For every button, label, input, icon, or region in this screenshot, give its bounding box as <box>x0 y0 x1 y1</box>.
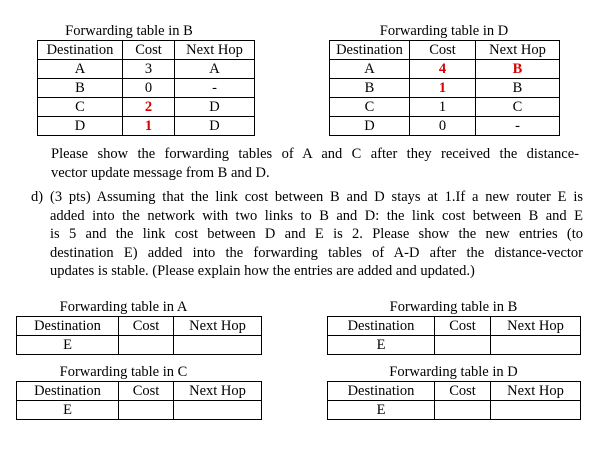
forwarding-table-c-blank <box>16 364 261 420</box>
table-title: Forwarding table in A <box>59 299 188 315</box>
table-header-row <box>328 317 581 336</box>
forwarding-table-d-blank <box>327 364 580 420</box>
table-row <box>17 336 262 355</box>
table-row <box>328 401 581 420</box>
next-hop-cell: D <box>175 98 255 117</box>
header-next-hop: Next Hop <box>476 41 560 60</box>
question-label: d) <box>31 189 44 205</box>
forwarding-table <box>327 316 581 355</box>
cost-cell-updated: 2 <box>123 98 175 117</box>
table-title: Forwarding table in D <box>379 23 509 39</box>
question-line: is 5 and the link cost between D and E is 2. Please show the new entries (to <box>50 226 583 243</box>
header-cost: Cost <box>410 41 476 60</box>
next-hop-cell: A <box>175 60 255 79</box>
dest-cell: C <box>38 98 123 117</box>
dest-cell: C <box>330 98 410 117</box>
question-d <box>31 188 583 283</box>
header-cost: Cost <box>435 317 491 336</box>
header-destination: Destination <box>38 41 123 60</box>
instruction-line: vector update message from B and D. <box>51 164 270 181</box>
table-header-row <box>328 382 581 401</box>
next-hop-cell: C <box>476 98 560 117</box>
header-next-hop: Next Hop <box>175 41 255 60</box>
header-next-hop: Next Hop <box>174 382 262 401</box>
dest-cell: E <box>328 401 435 420</box>
cost-cell: 0 <box>410 117 476 136</box>
table-header-row <box>17 382 262 401</box>
table-title: Forwarding table in B <box>65 23 193 39</box>
forwarding-table <box>37 40 255 136</box>
cost-cell: 0 <box>123 79 175 98</box>
forwarding-table <box>329 40 560 136</box>
dest-cell: D <box>38 117 123 136</box>
table-row <box>330 117 560 136</box>
next-hop-cell: D <box>175 117 255 136</box>
next-hop-cell-empty[interactable] <box>174 401 262 420</box>
forwarding-table <box>16 316 262 355</box>
header-cost: Cost <box>123 41 175 60</box>
header-destination: Destination <box>330 41 410 60</box>
dest-cell: D <box>330 117 410 136</box>
cost-cell: 3 <box>123 60 175 79</box>
table-header-row <box>17 317 262 336</box>
question-line: destination E) added into the forwarding tables of A-D after the distance-vector <box>50 244 583 261</box>
table-row <box>328 336 581 355</box>
dest-cell: E <box>17 401 119 420</box>
question-line: added into the network with two links to B and D: the link cost between B and E <box>50 207 583 224</box>
table-title: Forwarding table in B <box>389 299 518 315</box>
instruction-line: Please show the forwarding tables of A and C after they received the distance- <box>51 146 579 162</box>
cost-cell-empty[interactable] <box>119 401 174 420</box>
table-row <box>38 79 255 98</box>
next-hop-cell: - <box>175 79 255 98</box>
cost-cell-empty[interactable] <box>119 336 174 355</box>
header-destination: Destination <box>17 382 119 401</box>
cost-cell-updated: 1 <box>123 117 175 136</box>
next-hop-cell-empty[interactable] <box>491 336 581 355</box>
forwarding-table-b-blank <box>327 299 580 355</box>
forwarding-table <box>327 381 581 420</box>
header-next-hop: Next Hop <box>491 382 581 401</box>
cost-cell-updated: 1 <box>410 79 476 98</box>
cost-cell: 1 <box>410 98 476 117</box>
dest-cell: B <box>330 79 410 98</box>
table-title: Forwarding table in D <box>389 364 518 380</box>
table-row <box>330 60 560 79</box>
next-hop-cell-updated: B <box>476 60 560 79</box>
dest-cell: E <box>328 336 435 355</box>
header-cost: Cost <box>119 382 174 401</box>
next-hop-cell-empty[interactable] <box>491 401 581 420</box>
question-text <box>50 188 583 281</box>
forwarding-table-b-top <box>37 23 254 136</box>
header-next-hop: Next Hop <box>491 317 581 336</box>
question-line: (3 pts) Assuming that the link cost between B and D stays at 1.If a new router E is <box>50 189 583 205</box>
dest-cell: B <box>38 79 123 98</box>
cost-cell-empty[interactable] <box>435 336 491 355</box>
table-title: Forwarding table in C <box>59 364 188 380</box>
header-next-hop: Next Hop <box>174 317 262 336</box>
header-destination: Destination <box>328 382 435 401</box>
cost-cell-empty[interactable] <box>435 401 491 420</box>
cost-cell-updated: 4 <box>410 60 476 79</box>
table-row <box>17 401 262 420</box>
table-row <box>38 98 255 117</box>
table-row <box>38 117 255 136</box>
table-row <box>38 60 255 79</box>
instruction-text <box>51 145 579 182</box>
header-cost: Cost <box>435 382 491 401</box>
table-row <box>330 79 560 98</box>
header-destination: Destination <box>328 317 435 336</box>
forwarding-table-d-top <box>329 23 559 136</box>
question-line: updates is stable. (Please explain how the entries are added and updated.) <box>50 263 475 280</box>
next-hop-cell: B <box>476 79 560 98</box>
table-row <box>330 98 560 117</box>
forwarding-table <box>16 381 262 420</box>
header-cost: Cost <box>119 317 174 336</box>
forwarding-table-a-blank <box>16 299 261 355</box>
next-hop-cell-empty[interactable] <box>174 336 262 355</box>
dest-cell: A <box>330 60 410 79</box>
next-hop-cell: - <box>476 117 560 136</box>
table-header-row <box>38 41 255 60</box>
dest-cell: E <box>17 336 119 355</box>
dest-cell: A <box>38 60 123 79</box>
table-header-row <box>330 41 560 60</box>
header-destination: Destination <box>17 317 119 336</box>
